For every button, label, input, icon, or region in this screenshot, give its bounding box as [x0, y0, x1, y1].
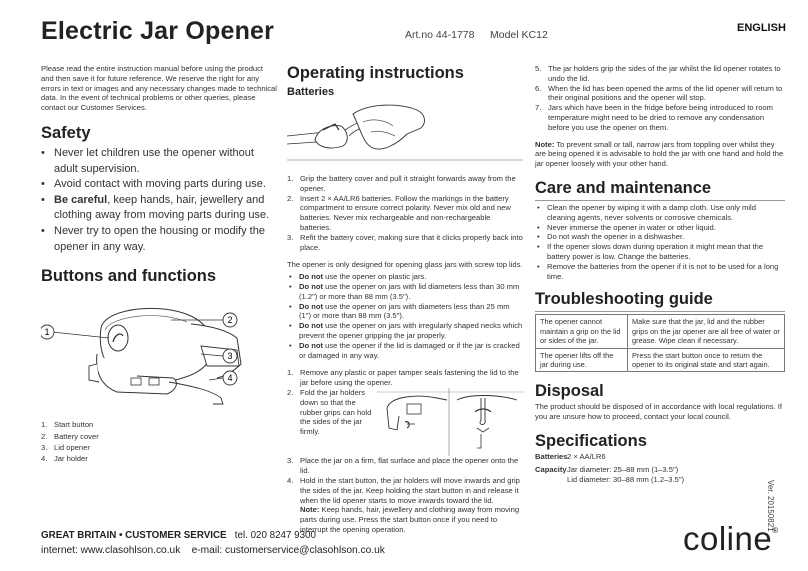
list-item: • Never immerse the opener in water or other liquid.: [535, 223, 785, 233]
list-item: • Clean the opener by wiping it with a damp cloth. Use only mild cleaning agents, never solvents or corrosive chemicals.: [535, 203, 785, 223]
list-item: 6. When the lid has been opened the arms of the lid opener will return to their original positions and the opener will stop.: [535, 83, 783, 103]
list-item: • Avoid contact with moving parts during use.: [41, 177, 277, 193]
language-label: ENGLISH: [737, 22, 786, 34]
list-item: 4. Hold in the start button, the jar holders will move inwards and grip the sides of the jar. Keep holding the start button in and release it when the lid opener starts to move inwards toward the lid. Note: Keep hands, hair, jewellery and clothing away from moving parts during use. Press the start button once if you need to interrupt the opening operation.: [287, 475, 520, 534]
column-middle: [287, 64, 523, 535]
footer-customer-service: GREAT BRITAIN • CUSTOMER SERVICE tel. 020 8247 9300: [41, 530, 316, 541]
battery-steps: [287, 174, 523, 252]
list-item: • Never try to open the housing or modify the opener in any way.: [41, 224, 277, 255]
specs-heading: Specifications: [535, 431, 647, 450]
svg-text:3: 3: [227, 351, 233, 362]
steps-b: [287, 456, 523, 534]
care-list: [535, 203, 785, 281]
callout-1: [41, 325, 54, 339]
table-cell: Make sure that the jar, lid and the rubber grips on the jar opener are all free of water or grease. Wipe clean if necessary.: [628, 315, 785, 348]
disposal-heading: Disposal: [535, 382, 604, 401]
footer-contact: [41, 545, 385, 556]
list-item: 4. Jar holder: [41, 454, 88, 464]
coline-logo: coline®: [683, 520, 779, 557]
svg-text:2: 2: [227, 315, 233, 326]
list-item: • Never let children use the opener without adult supervision.: [41, 146, 277, 177]
model-number: Model KC12: [490, 29, 548, 41]
battery-illustration: [287, 100, 523, 170]
care-heading: Care and maintenance: [535, 178, 712, 197]
version-label: Ver. 20150821: [766, 480, 775, 532]
list-item: • Do not wash the opener in a dishwasher.: [535, 232, 785, 242]
table-row: [536, 348, 785, 372]
troubleshooting-divider: [535, 311, 785, 312]
list-item: • Do not use the opener if the lid is damaged or if the jar is cracked or damaged in any way.: [287, 341, 523, 361]
specs-capacity-lid: Lid diameter: 30–88 mm (1.2–3.5"): [567, 474, 685, 484]
do-not-list: [287, 272, 523, 360]
safety-heading: Safety: [41, 123, 91, 142]
email-link[interactable]: e-mail: customerservice@clasohlson.co.uk: [191, 545, 385, 556]
website-link[interactable]: internet: www.clasohlson.co.uk: [41, 545, 181, 556]
column-left: [41, 64, 277, 465]
table-cell: Press the start button once to return the opener to its original state and start again.: [628, 348, 785, 372]
list-item: 3. Place the jar on a firm, flat surface and place the opener onto the lid.: [287, 456, 519, 476]
list-item: 1. Remove any plastic or paper tamper seals fastening the lid to the jar before using the opener.: [287, 368, 519, 388]
list-item: • Be careful, keep hands, hair, jewellery and clothing away from moving parts during use.: [41, 193, 277, 224]
list-item: • Do not use the opener on jars with irregularly shaped necks which prevent the opener gripping the jar properly.: [287, 321, 523, 341]
fold-illustration: [377, 386, 525, 458]
only-designed-text: The opener is only designed for opening glass jars with screw top lids.: [287, 260, 523, 270]
list-item: 2. Battery cover: [41, 431, 99, 441]
callout-4: [223, 371, 237, 385]
list-item: 1. Grip the battery cover and pull it straight forwards away from the opener.: [287, 174, 516, 193]
callout-2: [223, 313, 237, 327]
specs-batteries: Batteries2 × AA/LR6: [535, 451, 606, 461]
troubleshooting-heading: Troubleshooting guide: [535, 290, 713, 309]
disposal-text: The product should be disposed of in accordance with local regulations. If you are unsure how to proceed, contact your local council.: [535, 402, 782, 422]
buttons-heading: Buttons and functions: [41, 267, 217, 286]
list-item: • Do not use the opener on jars with diameters less than 25 mm (1") or more than 88 mm (3.5").: [287, 302, 523, 322]
batteries-heading: Batteries: [287, 86, 335, 98]
operating-heading: Operating instructions: [287, 64, 464, 82]
list-item: 5. The jar holders grip the sides of the jar whilst the lid opener rotates to undo the lid.: [535, 64, 781, 83]
intro-text: Please read the entire instruction manual before using the product and then save it for future reference. We reserve the right for any errors in text or images and any necessary changes made to technical data. In the event of technical problems or other queries, please contact our Customer Services.: [41, 64, 277, 113]
list-item: 2. Fold the jar holders down so that the rubber grips can hold the sides of the jar firmly.: [287, 387, 372, 437]
article-number: Art.no 44-1778: [405, 29, 475, 41]
svg-text:1: 1: [44, 327, 50, 338]
fold-section: [287, 368, 523, 456]
svg-text:4: 4: [227, 373, 233, 384]
opener-illustration: [41, 290, 277, 410]
troubleshooting-table: [535, 314, 785, 372]
parts-list: [41, 419, 277, 465]
callout-3: [223, 349, 237, 363]
care-divider: [535, 200, 785, 201]
list-item: • If the opener slows down during operation it might mean that the battery power is low. Change the batteries.: [535, 242, 785, 262]
table-cell: The opener lifts off the jar during use.: [536, 348, 628, 372]
list-item: 7. Jars which have been in the fridge before being introduced to room temperature might need to be dried to remove any condensation before you use the opener on them.: [535, 103, 773, 132]
list-item: • Do not use the opener on plastic jars.: [287, 272, 523, 282]
page-title: Electric Jar Opener: [41, 17, 275, 45]
safety-list: [41, 146, 277, 255]
table-row: [536, 315, 785, 348]
list-item: 2. Insert 2 × AA/LR6 batteries. Follow the markings in the battery compartment to ensure correct polarity. Never mix old and new batteries. Never mix rechargeable and non-rechargeable batteries.: [287, 193, 511, 232]
list-item: • Do not use the opener on jars with lid diameters less than 30 mm (1.2") or more than 88 mm (3.5").: [287, 282, 523, 302]
list-item: 3. Refit the battery cover, making sure that it clicks properly back into place.: [287, 232, 523, 252]
steps-c: [535, 64, 785, 133]
column-right: [535, 64, 785, 484]
list-item: 3. Lid opener: [41, 442, 90, 452]
specs-capacity: CapacityJar diameter: 25–88 mm (1–3.5"): [535, 464, 679, 474]
list-item: 1. Start button: [41, 420, 94, 430]
list-item: • Remove the batteries from the opener if it is not to be used for a long time.: [535, 262, 785, 282]
jar-note: Note: To prevent small or tall, narrow jars from toppling over whilst they are being opened it is advisable to hold the jar with one hand and hold the jar opener loosely with your other hand.: [535, 139, 784, 169]
table-cell: The opener cannot maintain a grip on the lid or sides of the jar.: [536, 315, 628, 348]
